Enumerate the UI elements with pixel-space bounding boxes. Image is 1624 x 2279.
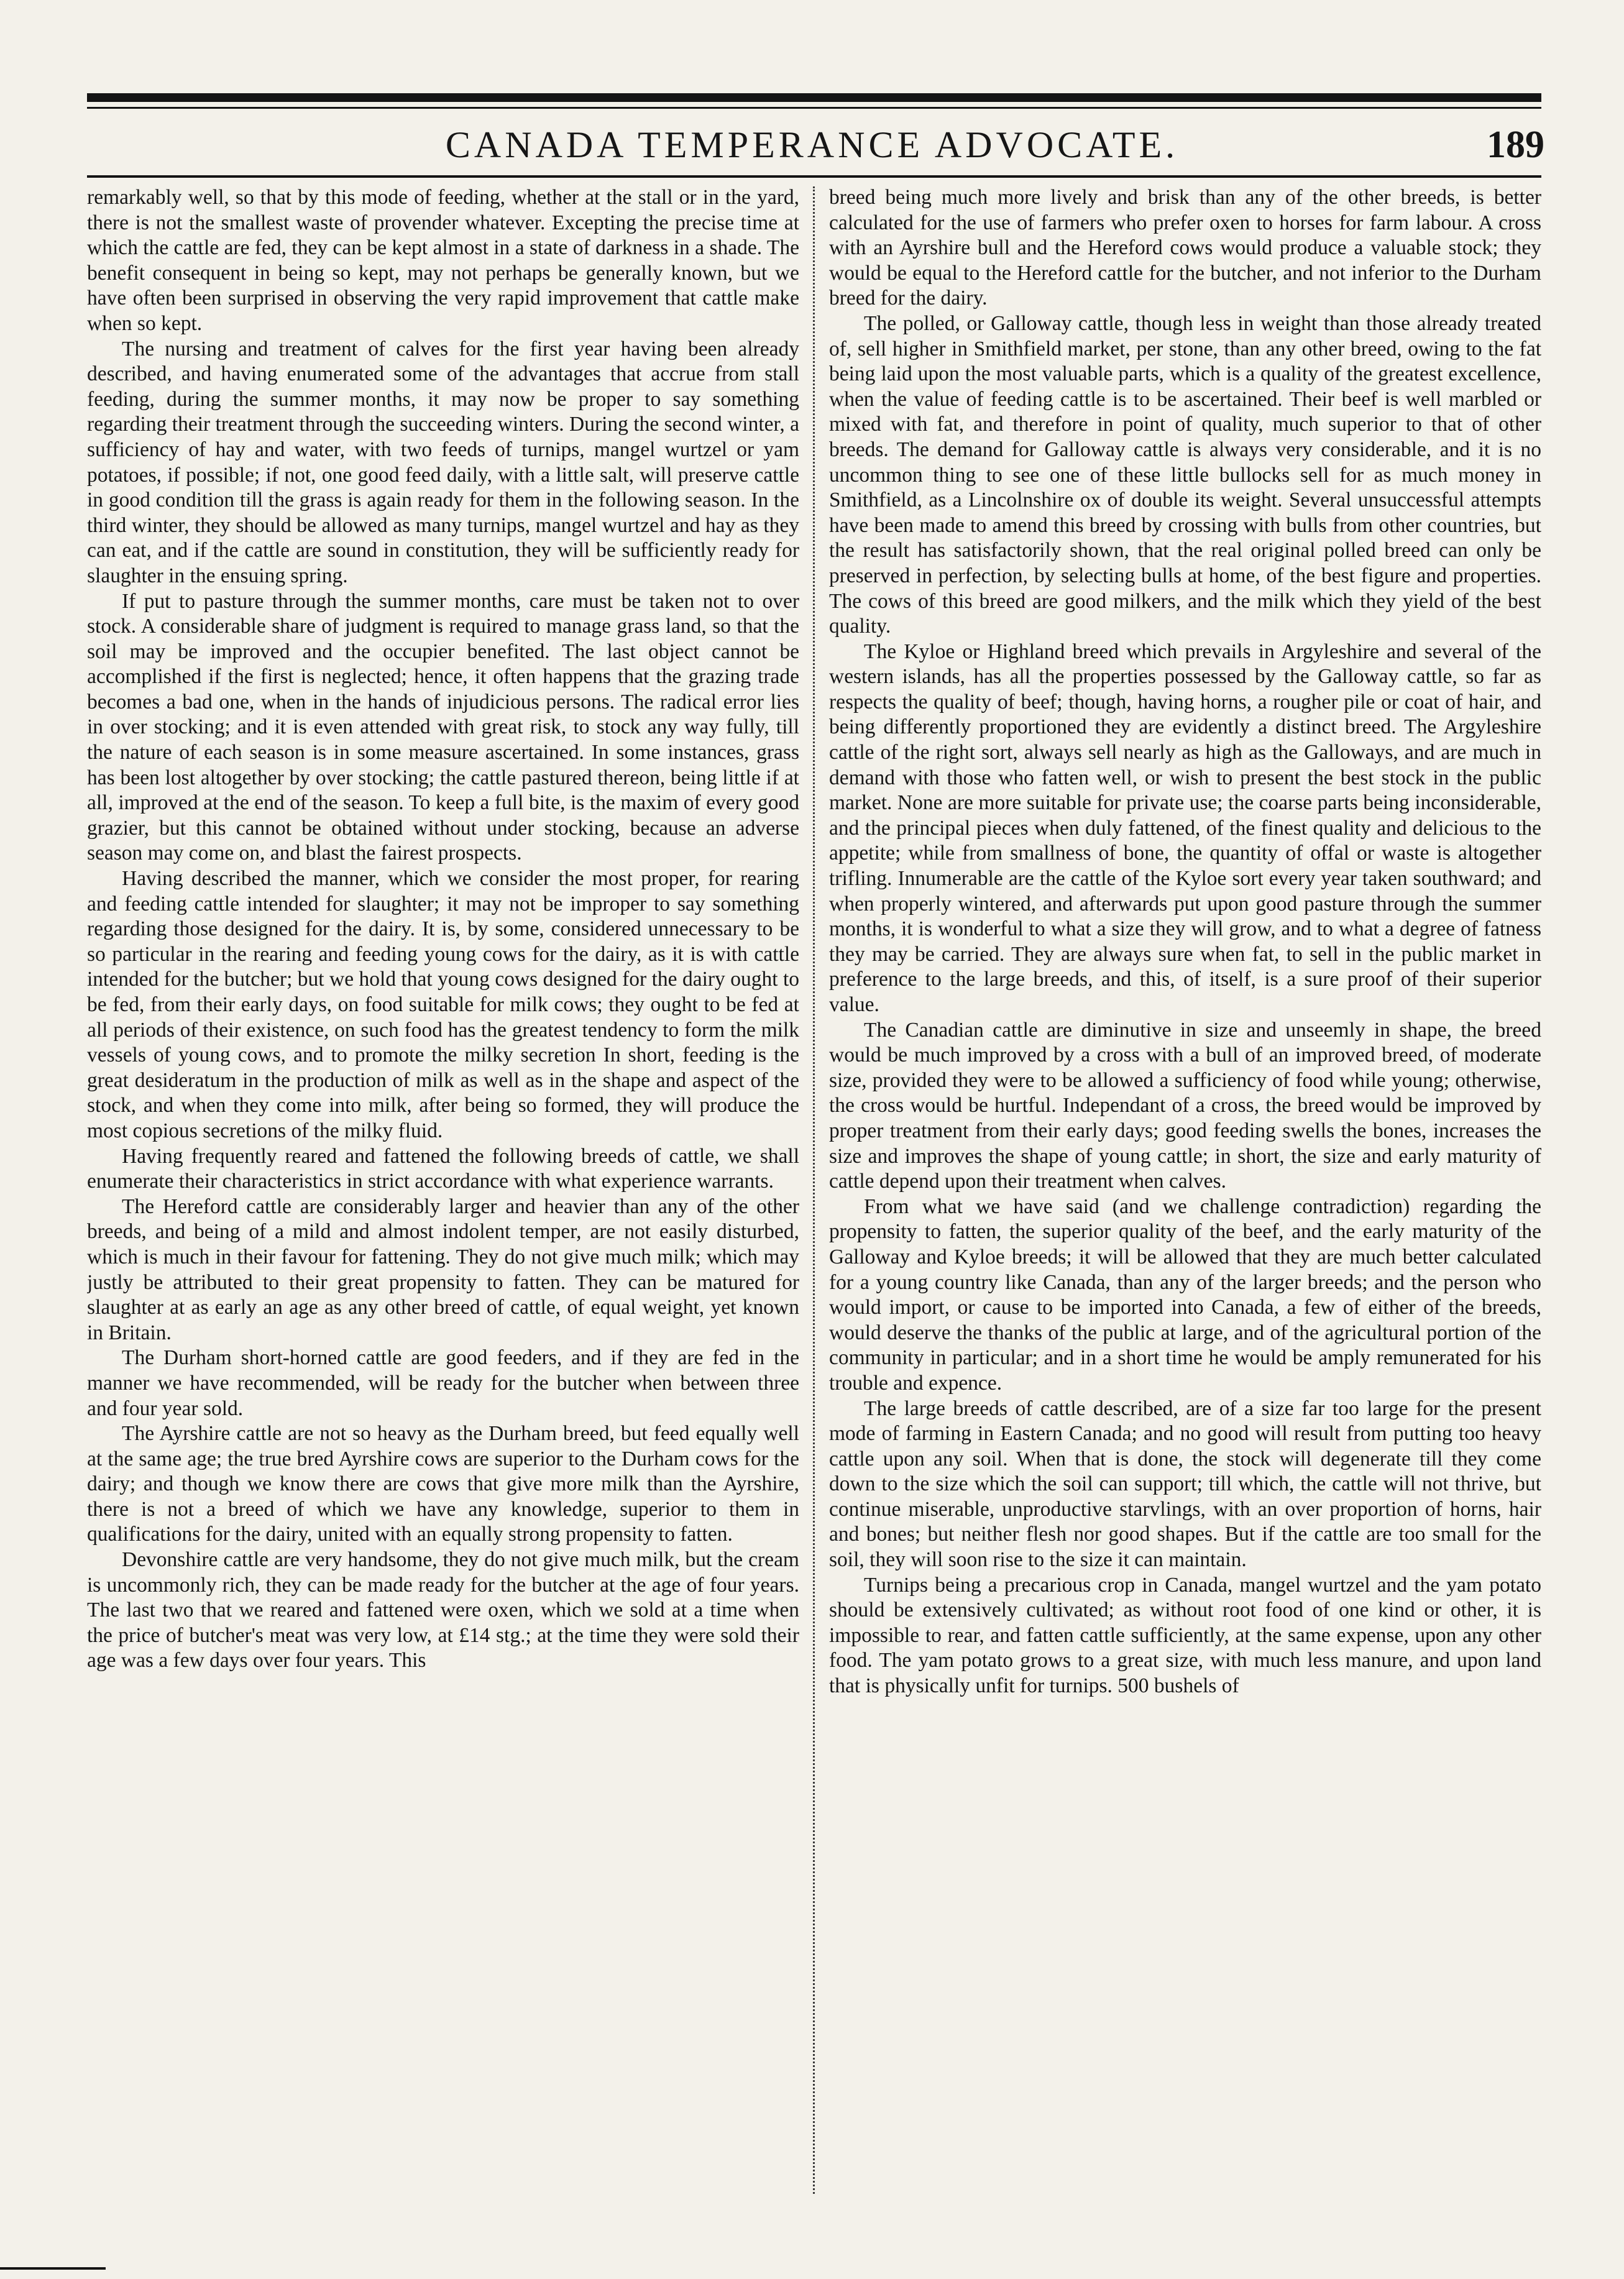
paragraph: The Durham short-horned cattle are good feeders, and if they are fed in the manner we have recommended, will be ready for the butcher when between three and four year sold. xyxy=(87,1346,799,1420)
header-rule xyxy=(87,175,1541,178)
paragraph: Devonshire cattle are very handsome, they do not give much milk, but the cream is uncommonly rich, they can be made ready for the butcher at the age of four years. The last two that we reared and fattened were oxen, which we sold at a time when the price of butcher's meat was very low, at £14 stg.; at the time they were sold their age was a few days over four years. This xyxy=(87,1548,799,1672)
paragraph: The large breeds of cattle described, are of a size far too large for the present mode of farming in Eastern Canada; and no good will result from putting too heavy cattle upon any soil. When that is done, the stock will degenerate till they come down to the size which the soil can support; till which, the cattle will not thrive, but continue miserable, unproductive starvlings, with an over proportion of horns, hair and bones; but neither flesh nor good shapes. But if the cattle are too small for the soil, they will soon rise to the size it can maintain. xyxy=(829,1396,1541,1572)
top-thin-rule xyxy=(87,107,1541,109)
paragraph: If put to pasture through the summer months, care must be taken not to over stock. A considerable share of judgment is required to manage grass land, so that the soil may be improved and the occupier benefited. The last object cannot be accomplished if the first is neglected; hence, it often happens that the grazing trade becomes a bad one, when in the hands of injudicious persons. The radical error lies in over stocking; and it is even attended with great risk, to stock any way fully, till the nature of each season is in some measure ascertained. In some instances, grass has been lost altogether by over stocking; the cattle pastured thereon, being little if at all, improved at the end of the season. To keep a full bite, is the maxim of every good grazier, but this cannot be obtained without under stocking, because an adverse season may come on, and blast the fairest prospects. xyxy=(87,589,799,865)
paragraph: The polled, or Galloway cattle, though less in weight than those already treated of, sell higher in Smithfield market, per stone, than any other breed, owing to the fat being laid upon the most valuable parts, which is a quality of the greatest excellence, when the value of feeding cattle is to be ascertained. Their beef is well marbled or mixed with fat, and therefore in point of quality, much superior to that of other breeds. The demand for Galloway cattle is always very considerable, and it is no uncommon thing to see one of these little bullocks sell for as much money in Smithfield, as a Lincolnshire ox of double its weight. Several unsuccessful attempts have been made to amend this breed by crossing with bulls from other countries, but the result has satisfactorily shown, that the real original polled breed can only be preserved in perfection, by selecting bulls at home, of the best figure and properties. The cows of this breed are good milkers, and the milk which they yield of the best quality. xyxy=(829,311,1541,638)
paragraph: From what we have said (and we challenge contradiction) regarding the propensity to fatten, the superior quality of the beef, and the early maturity of the Galloway and Kyloe breeds; it will be allowed that they are much better calculated for a young country like Canada, than any of the larger breeds; and the person who would import, or cause to be imported into Canada, a few of either of the breeds, would deserve the thanks of the public at large, and of the agricultural portion of the community in particular; and in a short time he would be amply remunerated for his trouble and expence. xyxy=(829,1195,1541,1395)
paragraph: The Canadian cattle are diminutive in size and unseemly in shape, the breed would be much improved by a cross with a bull of an improved breed, of moderate size, provided they were to be allowed a sufficiency of food while young; otherwise, the cross would be hurtful. Independant of a cross, the breed would be improved by proper treatment from their early days; good feeding swells the bones, increases the size and improves the shape of young cattle; in short, the size and early maturity of cattle depend upon their treatment when calves. xyxy=(829,1018,1541,1193)
right-column xyxy=(829,185,1541,2199)
footer-rule xyxy=(0,2267,106,2270)
paragraph: breed being much more lively and brisk than any of the other breeds, is better calculated for the use of farmers who prefer oxen to horses for farm labour. A cross with an Ayrshire bull and the Hereford cows would produce a valuable stock; they would be equal to the Hereford cattle for the butcher, and not inferior to the Durham breed for the dairy. xyxy=(829,186,1541,310)
paragraph: Having frequently reared and fattened the following breeds of cattle, we shall enumerate their characteristics in strict accordance with what experience warrants. xyxy=(87,1144,799,1193)
column-divider xyxy=(813,186,815,2194)
paragraph: Turnips being a precarious crop in Canada, mangel wurtzel and the yam potato should be extensively cultivated; as without root food of one kind or other, it is impossible to rear, and fatten cattle sufficiently, at the same expense, upon any other food. The yam potato grows to a great size, with much less manure, and upon land that is physically unfit for turnips. 500 bushels of xyxy=(829,1573,1541,1698)
left-column xyxy=(87,185,799,2199)
paragraph: The Ayrshire cattle are not so heavy as the Durham breed, but feed equally well at the same age; the true bred Ayrshire cows are superior to the Durham cows for the dairy; and though we know there are cows that give more milk than the Ayrshire, there is not a breed of which we have any knowledge, superior to them in qualifications for the dairy, united with an equally strong propensity to fatten. xyxy=(87,1422,799,1546)
paragraph: The Kyloe or Highland breed which prevails in Argyleshire and several of the western islands, has all the properties possessed by the Galloway cattle, so far as respects the quality of beef; though, having horns, a rougher pile or coat of hair, and being differently proportioned they are evidently a distinct breed. The Argyleshire cattle of the right sort, always sell nearly as high as the Galloways, and are much in demand with those who fatten well, or wish to present the best stock in the public market. None are more suitable for private use; the coarse parts being inconsiderable, and the principal pieces when duly fattened, of the finest quality and delicious to the appetite; while from smallness of bone, the quantity of offal or waste is altogether trifling. Innumerable are the cattle of the Kyloe sort every year taken southward; and when properly wintered, and afterwards put upon good pasture through the summer months, it is wonderful to what a size they will grow, and to what a degree of fatness they may be carried. They are always sure when fat, to sell in the public market in preference to the large breeds, and this, of itself, is a sure proof of their superior value. xyxy=(829,640,1541,1016)
paragraph: remarkably well, so that by this mode of feeding, whether at the stall or in the yard, there is not the smallest waste of provender whatever. Excepting the precise time at which the cattle are fed, they can be kept almost in a state of darkness in a shade. The benefit consequent in being so kept, may not perhaps be generally known, but we have often been surprised in observing the very rapid improvement that cattle make when so kept. xyxy=(87,186,799,335)
page-number: 189 xyxy=(1487,124,1544,166)
running-title: CANADA TEMPERANCE ADVOCATE. xyxy=(445,124,1179,165)
paragraph: Having described the manner, which we consider the most proper, for rearing and feeding cattle intended for slaughter; it may not be improper to say something regarding those designed for the dairy. It is, by some, considered unnecessary to be so particular in the rearing and feeding young cows for the dairy, as it is with cattle intended for the butcher; but we hold that young cows designed for the dairy ought to be fed, from their early days, on food suitable for milk cows; they ought to be fed at all periods of their existence, on such food has the greatest tendency to form the milk vessels of young cows, and to promote the milky secretion In short, feeding is the great desideratum in the production of milk as well as in the shape and aspect of the stock, and when they come into milk, after being so formed, they will produce the most copious secretions of the milky fluid. xyxy=(87,867,799,1142)
paragraph: The nursing and treatment of calves for the first year having been already described, and having enumerated some of the advantages that accrue from stall feeding, during the summer months, it may now be proper to say something regarding their treatment through the succeeding winters. During the second winter, a sufficiency of hay and water, with two feeds of turnips, mangel wurtzel or yam potatoes, if possible; if not, one good feed daily, with a little salt, will preserve cattle in good condition till the grass is again ready for them in the following season. In the third winter, they should be allowed as many turnips, mangel wurtzel and hay as they can eat, and if the cattle are sound in constitution, they will be sufficiently ready for slaughter in the ensuing spring. xyxy=(87,337,799,587)
top-thick-rule xyxy=(87,93,1541,102)
paragraph: The Hereford cattle are considerably larger and heavier than any of the other breeds, and being of a mild and almost indolent temper, are not easily disturbed, which is much in their favour for fattening. They do not give much milk; which may justly be attributed to their great propensity to fatten. They can be matured for slaughter at as early an age as any other breed of cattle, of equal weight, yet known in Britain. xyxy=(87,1195,799,1344)
